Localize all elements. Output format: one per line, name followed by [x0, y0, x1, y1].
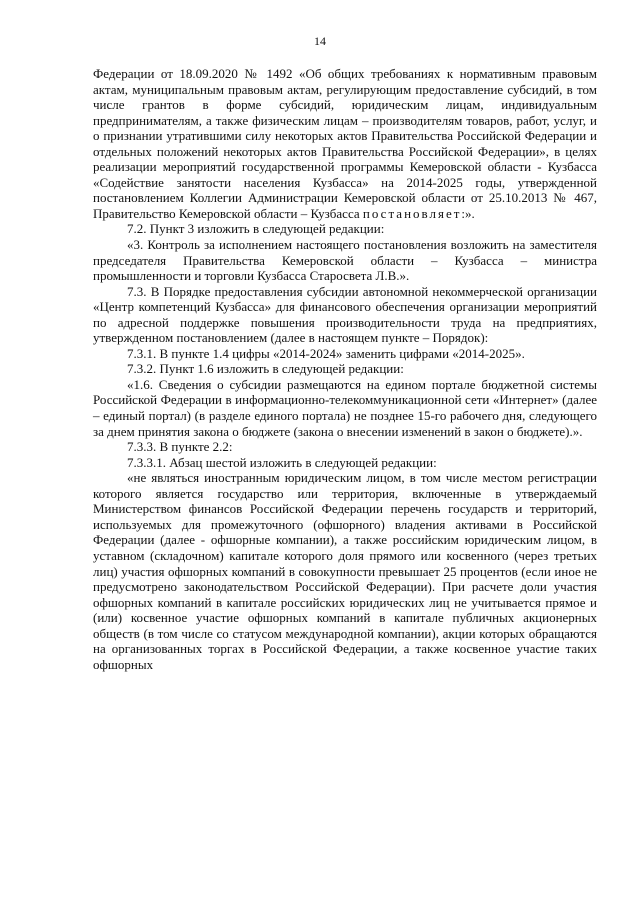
paragraph-preamble-continuation: [93, 66, 597, 221]
preamble-text: Федерации от 18.09.2020 № 1492 «Об общих требованиях к нормативным правовым актам, муниципальным правовым актам, регулирующим предоставление субсидий, в том числе грантов в форме субсидий, юридическим лицам, индивидуальным предпринимателям, а также физическим лицам – производителям товаров, работ, услуг, и о признании утратившими силу некоторых актов Правительства Российской Федерации и отдельных положений некоторых актов Правительства Российской Федерации», в целях реализации мероприятий государственной программы Кемеровской области - Кузбасса «Содействие занятости населения Кузбасса» на 2014-2025 годы, утвержденной постановлением Коллегии Администрации Кемеровской области от 25.10.2013 № 467, Правительство Кемеровской области – Кузбасса: [93, 66, 597, 221]
paragraph-7-3-2: 7.3.2. Пункт 1.6 изложить в следующей редакции:: [127, 361, 404, 377]
preamble-ending: :».: [461, 205, 475, 221]
spaced-keyword: постановляет: [362, 205, 462, 221]
page-number: 14: [314, 34, 326, 48]
paragraph-7-3: 7.3. В Порядке предоставления субсидии автономной некоммерческой организации «Центр компетенций Кузбасса» для финансового обеспечения организации мероприятий по адресной поддержке повышения производительности труда на предприятиях, утвержденном постановлением (далее в настоящем пункте – Порядок):: [93, 283, 597, 346]
paragraph-point-1-6-quote: «1.6. Сведения о субсидии размещаются на едином портале бюджетной системы Российской Федерации в информационно-телекоммуникационной сети «Интернет» (далее – единый портал) (в разделе единого портала) не позднее 15-го рабочего дня, следующего за днем принятия закона о бюджете (закона о внесении изменений в закон о бюджете).».: [93, 376, 597, 439]
paragraph-7-2: 7.2. Пункт 3 изложить в следующей редакции:: [127, 221, 385, 237]
document-body: [93, 66, 597, 672]
paragraph-point-3-quote: «3. Контроль за исполнением настоящего постановления возложить на заместителя председателя Правительства Кемеровской области – Кузбасса – министра промышленности и торговли Кузбасса Старосвета Л.В.».: [93, 237, 597, 284]
paragraph-7-3-1: 7.3.1. В пункте 1.4 цифры «2014-2024» заменить цифрами «2014-2025».: [127, 345, 525, 361]
paragraph-7-3-3-1: 7.3.3.1. Абзац шестой изложить в следующей редакции:: [127, 454, 437, 470]
paragraph-offshore-quote: «не являться иностранным юридическим лицом, в том числе местом регистрации которого является государство или территория, включенные в утверждаемый Министерством финансов Российской Федерации перечень государств и территорий, используемых для промежуточного (офшорного) владения активами в Российской Федерации (далее - офшорные компании), а также российским юридическим лицом, в уставном (складочном) капитале которого доля прямого или косвенного (через третьих лиц) участия офшорных компаний в совокупности превышает 25 процентов (если иное не предусмотрено законодательством Российской Федерации). При расчете доли участия офшорных компаний в капитале российских юридических лиц не учитывается прямое и (или) косвенное участие офшорных компаний в капитале публичных акционерных обществ (в том числе со статусом международной компании), акции которых обращаются на организованных торгах в Российской Федерации, а также косвенное участие таких офшорных: [93, 470, 597, 672]
paragraph-7-3-3: 7.3.3. В пункте 2.2:: [127, 439, 233, 455]
